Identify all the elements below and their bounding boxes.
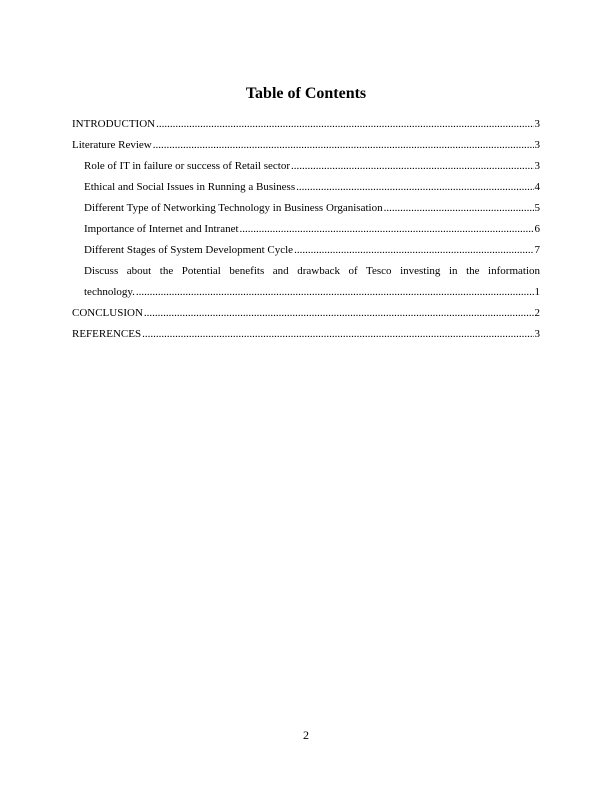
- toc-leader-dots: [291, 156, 534, 177]
- toc-entry-text: Different Stages of System Development Cycle: [84, 244, 294, 256]
- page-number: 2: [303, 728, 309, 742]
- toc-entry-conclusion[interactable]: [72, 303, 540, 324]
- toc-leader-dots: [142, 324, 533, 345]
- toc-entry-page: 2: [534, 307, 540, 319]
- toc-entry-page: 4: [534, 181, 540, 193]
- toc-entry-networking-technology[interactable]: [72, 198, 540, 219]
- toc-entry-page: 3: [534, 160, 540, 172]
- table-of-contents: [72, 114, 540, 345]
- toc-leader-dots: [144, 303, 534, 324]
- toc-entry-text: Ethical and Social Issues in Running a Business: [84, 181, 296, 193]
- toc-entry-tesco-investing-line2[interactable]: [72, 282, 540, 303]
- toc-leader-dots: [384, 198, 534, 219]
- toc-title: Table of Contents: [245, 85, 367, 102]
- toc-entry-references[interactable]: [72, 324, 540, 345]
- toc-entry-role-of-it[interactable]: [72, 156, 540, 177]
- toc-entry-text: REFERENCES: [72, 328, 142, 340]
- toc-entry-text: technology.: [84, 286, 135, 298]
- toc-entry-text: Different Type of Networking Technology in Business Organisation: [84, 202, 383, 214]
- toc-leader-dots: [296, 177, 533, 198]
- toc-entry-system-development-cycle[interactable]: [72, 240, 540, 261]
- toc-entry-text: Role of IT in failure or success of Retail sector: [84, 160, 290, 172]
- toc-leader-dots: [156, 114, 533, 135]
- toc-entry-text: INTRODUCTION: [72, 118, 156, 130]
- toc-leader-dots: [153, 135, 534, 156]
- toc-entry-text: Importance of Internet and Intranet: [84, 223, 239, 235]
- toc-entry-ethical-social-issues[interactable]: [72, 177, 540, 198]
- toc-entry-internet-intranet[interactable]: [72, 219, 540, 240]
- toc-entry-page: 1: [534, 286, 540, 298]
- toc-leader-dots: [136, 282, 534, 303]
- toc-entry-page: 6: [534, 223, 540, 235]
- toc-entry-text: CONCLUSION: [72, 307, 143, 319]
- toc-entry-literature-review[interactable]: [72, 135, 540, 156]
- toc-leader-dots: [294, 240, 533, 261]
- toc-entry-page: 5: [534, 202, 540, 214]
- toc-entry-introduction[interactable]: [72, 114, 540, 135]
- toc-entry-tesco-investing-line1[interactable]: [72, 261, 540, 282]
- toc-leader-dots: [240, 219, 534, 240]
- toc-entry-text: Discuss about the Potential benefits and drawback of Tesco investing in the information: [84, 265, 540, 277]
- toc-entry-page: 3: [534, 118, 540, 130]
- toc-entry-page: 3: [534, 139, 540, 151]
- toc-entry-page: 7: [534, 244, 540, 256]
- toc-entry-page: 3: [534, 328, 540, 340]
- toc-entry-text: Literature Review: [72, 139, 152, 151]
